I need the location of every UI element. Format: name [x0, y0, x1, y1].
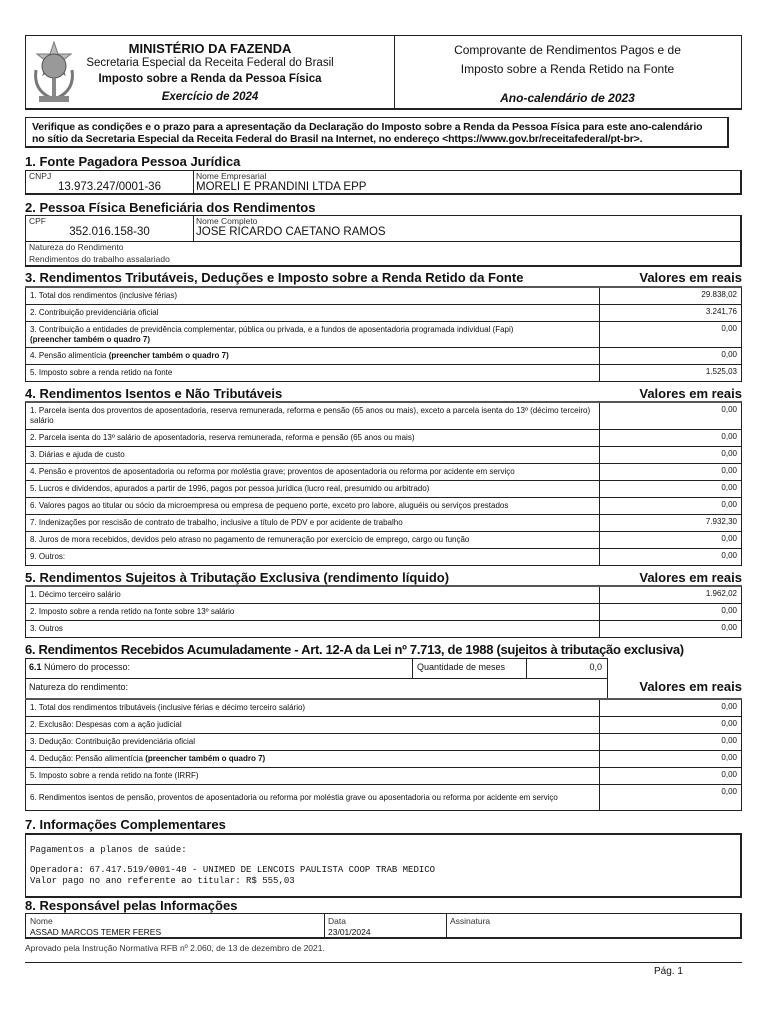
- row-label: 5. Imposto sobre a renda retido na fonte: [30, 368, 173, 377]
- notice-box: [25, 117, 729, 148]
- cpf-label: CPF: [29, 216, 46, 226]
- row-label: 4. Dedução: Pensão alimentícia: [30, 754, 146, 763]
- calendar-year: Ano-calendário de 2023: [500, 91, 635, 105]
- row-description: [26, 768, 600, 784]
- table-row: [25, 322, 742, 348]
- row-value: 1.962,02: [705, 589, 737, 598]
- nature-value: Rendimentos do trabalho assalariado: [29, 254, 170, 264]
- row-label: 2. Imposto sobre a renda retido na fonte sobre 13º salário: [30, 607, 235, 616]
- tax-name: Imposto sobre a Renda da Pessoa Física: [98, 73, 322, 85]
- row-value: 0,00: [721, 606, 737, 615]
- row-label: 5. Imposto sobre a renda retido na fonte (IRRF): [30, 771, 199, 780]
- row-label: 4. Pensão e proventos de aposentadoria ou reforma por moléstia grave; proventos de aposentadoria ou reforma por acidente em serviço: [30, 467, 515, 476]
- row-label: 6. Rendimentos isentos de pensão, proventos de aposentadoria ou reforma por moléstia grave ou aposentadoria ou reforma por acidente em serviço: [30, 792, 558, 802]
- row-label: 4. Pensão alimentícia: [30, 351, 109, 360]
- header-left: [26, 36, 395, 108]
- section8-title: 8. Responsável pelas Informações: [25, 898, 238, 913]
- row-value: 0,00: [721, 500, 737, 509]
- nature-label: Natureza do Rendimento: [29, 242, 124, 252]
- row-label: 2. Exclusão: Despesas com a ação judicial: [30, 720, 182, 729]
- row-label: 3. Contribuição a entidades de previdência complementar, pública ou privada, e a fundos de aposentadoria programada individual (Fapi): [30, 324, 514, 334]
- header-right: [394, 36, 741, 108]
- table-row: [25, 717, 742, 734]
- values-header-s4: Valores em reais: [639, 386, 742, 401]
- table-row: [25, 734, 742, 751]
- row-value: 0,00: [721, 736, 737, 745]
- table-row: [25, 549, 742, 566]
- process-label: Número do processo:: [41, 662, 131, 672]
- row-value: 0,00: [721, 350, 737, 359]
- table-row: [25, 532, 742, 549]
- health-plan-heading: Pagamentos a planos de saúde:: [30, 845, 187, 855]
- row-value: 0,00: [721, 534, 737, 543]
- section4-title: 4. Rendimentos Isentos e Não Tributáveis: [25, 386, 283, 401]
- full-name-label: Nome Completo: [196, 216, 258, 226]
- row-value: 0,00: [721, 466, 737, 475]
- table-row: [25, 751, 742, 768]
- table-row: [25, 785, 742, 811]
- row-description: [26, 498, 600, 514]
- complementary-info-box: [25, 833, 742, 898]
- health-plan-operator: Operadora: 67.417.519/0001-40 - UNIMED DE LENCOIS PAULISTA COOP TRAB MEDICO: [30, 865, 436, 875]
- row-value: 1.525,03: [705, 367, 737, 376]
- row-label: 8. Juros de mora recebidos, devidos pelo atraso no pagamento de remuneração por exercício de emprego, cargo ou função: [30, 535, 470, 544]
- table-row: [25, 481, 742, 498]
- row-description: [26, 785, 600, 810]
- section2-title: 2. Pessoa Física Beneficiária dos Rendimentos: [25, 200, 316, 215]
- row-value: 0,00: [721, 449, 737, 458]
- row-value: 0,00: [721, 551, 737, 560]
- row-description: [26, 515, 600, 531]
- beneficiary-box: [25, 215, 742, 267]
- row-label: 3. Outros: [30, 624, 63, 633]
- section3-table: [25, 286, 742, 382]
- row-value: 0,00: [721, 702, 737, 711]
- approval-note: Aprovado pela Instrução Normativa RFB nº 2.060, de 13 de dezembro de 2021.: [25, 943, 325, 953]
- section5-table: [25, 585, 742, 638]
- row-description: [26, 403, 600, 429]
- section1-title: 1. Fonte Pagadora Pessoa Jurídica: [25, 154, 241, 169]
- footer-divider: [25, 962, 742, 963]
- date-value: 23/01/2024: [328, 927, 371, 937]
- table-row: [25, 768, 742, 785]
- row-value: 7.932,30: [705, 517, 737, 526]
- row-description: [26, 288, 600, 304]
- row-label: 1. Total dos rendimentos tributáveis (inclusive férias e décimo terceiro salário): [30, 703, 306, 712]
- values-header-s5: Valores em reais: [639, 570, 742, 585]
- row-label: 6. Valores pagos ao titular ou sócio da microempresa ou empresa de pequeno porte, exceto pro labore, aluguéis ou serviços prestados: [30, 501, 509, 510]
- row-value: 0,00: [721, 753, 737, 762]
- date-label: Data: [328, 916, 346, 926]
- table-row: [25, 430, 742, 447]
- row-value: 0,00: [721, 770, 737, 779]
- row-label: 1. Total dos rendimentos (inclusive férias): [30, 291, 178, 300]
- row-description: [26, 447, 600, 463]
- row-description: [26, 734, 600, 750]
- page-number: Pág. 1: [654, 966, 683, 977]
- full-name: JOSE RICARDO CAETANO RAMOS: [196, 226, 386, 238]
- row-description: [26, 464, 600, 480]
- responsible-name: ASSAD MARCOS TEMER FERES: [30, 927, 162, 937]
- ministry-name: MINISTÉRIO DA FAZENDA: [128, 41, 292, 56]
- cnpj-label: CNPJ: [29, 171, 52, 181]
- row-description: [26, 348, 600, 364]
- row-label: 5. Lucros e dividendos, apurados a partir de 1996, pagos por pessoa jurídica (lucro real, presumido ou arbitrado): [30, 484, 430, 493]
- row-description: [26, 322, 600, 347]
- header: [25, 35, 742, 110]
- row-value: 0,00: [721, 787, 737, 796]
- row-label: 1. Décimo terceiro salário: [30, 590, 121, 599]
- table-row: [25, 288, 742, 305]
- row-description: [26, 587, 600, 603]
- table-row: [25, 348, 742, 365]
- row-description: [26, 751, 600, 767]
- table-row: [25, 587, 742, 604]
- row-note: (preencher também o quadro 7): [30, 334, 151, 344]
- row-note: (preencher também o quadro 7): [145, 754, 266, 763]
- row-label: 9. Outros:: [30, 552, 66, 561]
- process-box: [25, 658, 608, 699]
- payer-box: [25, 170, 742, 195]
- health-plan-amount: Valor pago no ano referente ao titular: R$ 555,03: [30, 876, 295, 886]
- table-row: [25, 305, 742, 322]
- table-row: [25, 464, 742, 481]
- row-label: 3. Dedução: Contribuição previdenciária oficial: [30, 737, 195, 746]
- table-row: [25, 700, 742, 717]
- section6-table: [25, 698, 742, 811]
- row-label: 1. Parcela isenta dos proventos de aposentadoria, reserva remunerada, reforma e pensão (65 anos ou mais), exceto a parcela isenta do 13º (décimo terceiro) salário: [30, 406, 591, 425]
- row-value: 29.838,02: [701, 290, 737, 299]
- exercise-year: Exercício de 2024: [161, 91, 259, 103]
- months-value: 0,0: [589, 662, 602, 672]
- row-note: (preencher também o quadro 7): [108, 351, 229, 360]
- section4-table: [25, 401, 742, 566]
- notice-line1: Verifique as condições e o prazo para a apresentação da Declaração do Imposto sobre a Renda da Pessoa Física para este ano-calendário: [32, 121, 703, 133]
- row-label: 7. Indenizações por rescisão de contrato de trabalho, inclusive a título de PDV e por acidente de trabalho: [30, 518, 403, 527]
- company-name: MORELI E PRANDINI LTDA EPP: [196, 181, 367, 193]
- table-row: [25, 365, 742, 382]
- row-value: 3.241,76: [705, 307, 737, 316]
- signature-field: Assinatura: [450, 916, 491, 926]
- row-description: [26, 532, 600, 548]
- responsible-name-label: Nome: [30, 916, 53, 926]
- row-label: 2. Parcela isenta do 13º salário de aposentadoria, reserva remunerada, reforma e pensão (65 anos ou mais): [30, 433, 415, 442]
- secretariat-name: Secretaria Especial da Receita Federal do Brasil: [86, 57, 334, 69]
- responsible-box: [25, 913, 742, 939]
- notice-line2: no sítio da Secretaria Especial da Receita Federal do Brasil na Internet, no endereço <https://www.gov.br/receitafederal/pt-br>.: [32, 133, 643, 145]
- row-description: [26, 481, 600, 497]
- row-value: 0,00: [721, 405, 737, 414]
- values-header-s3: Valores em reais: [639, 270, 742, 285]
- cnpj-value: 13.973.247/0001-36: [58, 181, 161, 193]
- doc-title-line1: Comprovante de Rendimentos Pagos e de: [454, 43, 681, 57]
- table-row: [25, 498, 742, 515]
- process-number-label: 6.1: [29, 662, 42, 672]
- row-label: 2. Contribuição previdenciária oficial: [30, 308, 159, 317]
- cpf-value: 352.016.158-30: [69, 226, 150, 238]
- table-row: [25, 515, 742, 532]
- income-nature-label: Natureza do rendimento:: [29, 682, 129, 692]
- row-value: 0,00: [721, 432, 737, 441]
- table-row: [25, 604, 742, 621]
- row-value: 0,00: [721, 324, 737, 333]
- row-value: 0,00: [721, 623, 737, 632]
- row-description: [26, 305, 600, 321]
- values-header-s6: Valores em reais: [639, 679, 742, 694]
- table-row: [25, 621, 742, 638]
- table-row: [25, 403, 742, 430]
- row-description: [26, 717, 600, 733]
- row-value: 0,00: [721, 483, 737, 492]
- section6-title: 6. Rendimentos Recebidos Acumuladamente - Art. 12-A da Lei nº 7.713, de 1988 (sujeitos à tributação exclusiva): [25, 642, 684, 657]
- row-description: [26, 604, 600, 620]
- months-label: Quantidade de meses: [412, 659, 527, 678]
- doc-title-line2: Imposto sobre a Renda Retido na Fonte: [460, 62, 675, 76]
- row-description: [26, 700, 600, 716]
- row-description: [26, 621, 600, 637]
- section7-title: 7. Informações Complementares: [25, 817, 226, 832]
- row-value: 0,00: [721, 719, 737, 728]
- table-row: [25, 447, 742, 464]
- section5-title: 5. Rendimentos Sujeitos à Tributação Exclusiva (rendimento líquido): [25, 570, 450, 585]
- row-description: [26, 549, 600, 565]
- row-description: [26, 365, 600, 381]
- company-name-label: Nome Empresarial: [196, 171, 267, 181]
- row-label: 3. Diárias e ajuda de custo: [30, 450, 125, 459]
- row-description: [26, 430, 600, 446]
- section3-title: 3. Rendimentos Tributáveis, Deduções e Imposto sobre a Renda Retido da Fonte: [25, 270, 524, 285]
